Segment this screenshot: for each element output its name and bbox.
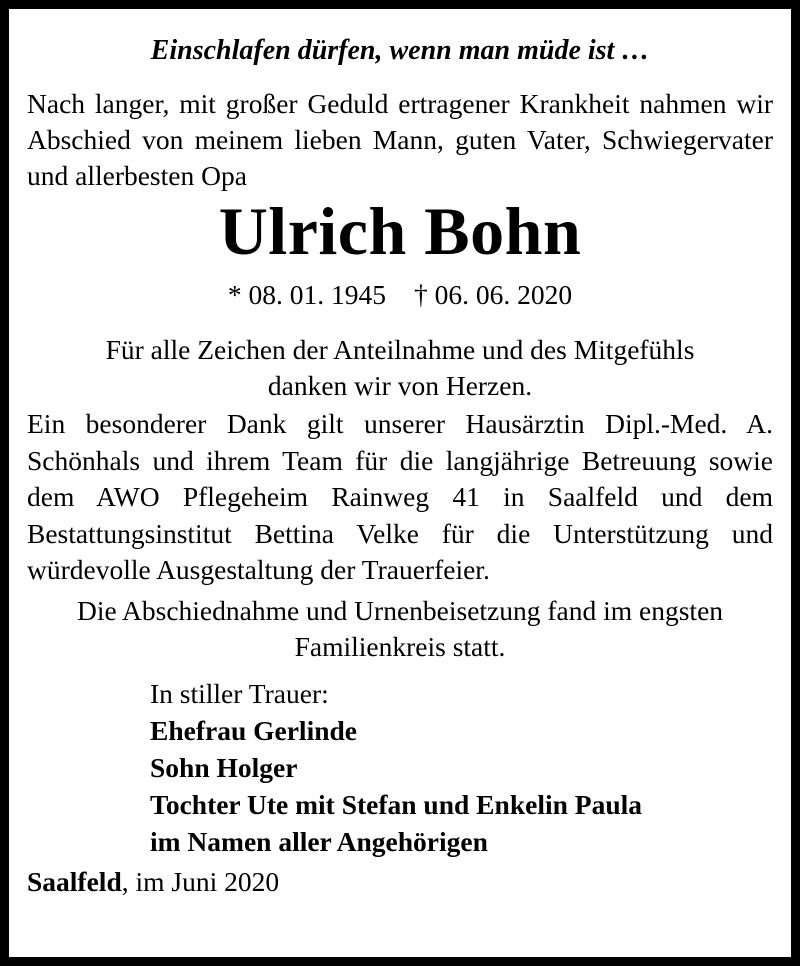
birth-date: * 08. 01. 1945 — [227, 279, 386, 310]
date: , im Juni 2020 — [121, 865, 280, 897]
intro-text: Nach langer, mit großer Geduld ertragener Krankheit nahmen wir Abschied von meinem lieben Mann, guten Vater, Schwiegervater und allerbesten Opa — [27, 88, 773, 191]
life-dates — [27, 278, 773, 312]
thanks-line-2: danken wir von Herzen. — [267, 370, 533, 401]
farewell-line-2: Familienkreis statt. — [294, 630, 506, 662]
death-date: † 06. 06. 2020 — [414, 279, 573, 310]
thanks-line-1: Für alle Zeichen der Anteilnahme und des Mitgefühls — [105, 334, 695, 365]
mourner: Sohn Holger — [150, 751, 298, 783]
obituary-notice — [27, 28, 773, 900]
farewell-text — [27, 593, 773, 665]
mourners-block — [150, 675, 773, 860]
mourner: Ehefrau Gerlinde — [150, 714, 358, 746]
motto: Einschlafen dürfen, wenn man müde ist … — [150, 35, 650, 66]
special-thanks: Ein besonderer Dank gilt unserer Hausärztin Dipl.-Med. A. Schönhals und ihrem Team für die langjährige Betreuung sowie dem AWO Pflegeheim Rainweg 41 in Saalfeld und dem Bestattungsinstitut Bettina Velke für die Unterstützung und würdevolle Ausgestaltung der Trauerfeier. — [27, 408, 773, 585]
mourner: im Namen aller Angehörigen — [150, 825, 488, 857]
farewell-line-1: Die Abschiednahme und Urnenbeisetzung fand im engsten — [76, 594, 724, 626]
mourner: Tochter Ute mit Stefan und Enkelin Paula — [150, 788, 643, 820]
place: Saalfeld — [27, 865, 122, 897]
deceased-name: Ulrich Bohn — [218, 193, 582, 269]
place-date — [27, 864, 773, 900]
mourning-label: In stiller Trauer: — [150, 677, 329, 709]
thanks-text — [27, 332, 773, 404]
